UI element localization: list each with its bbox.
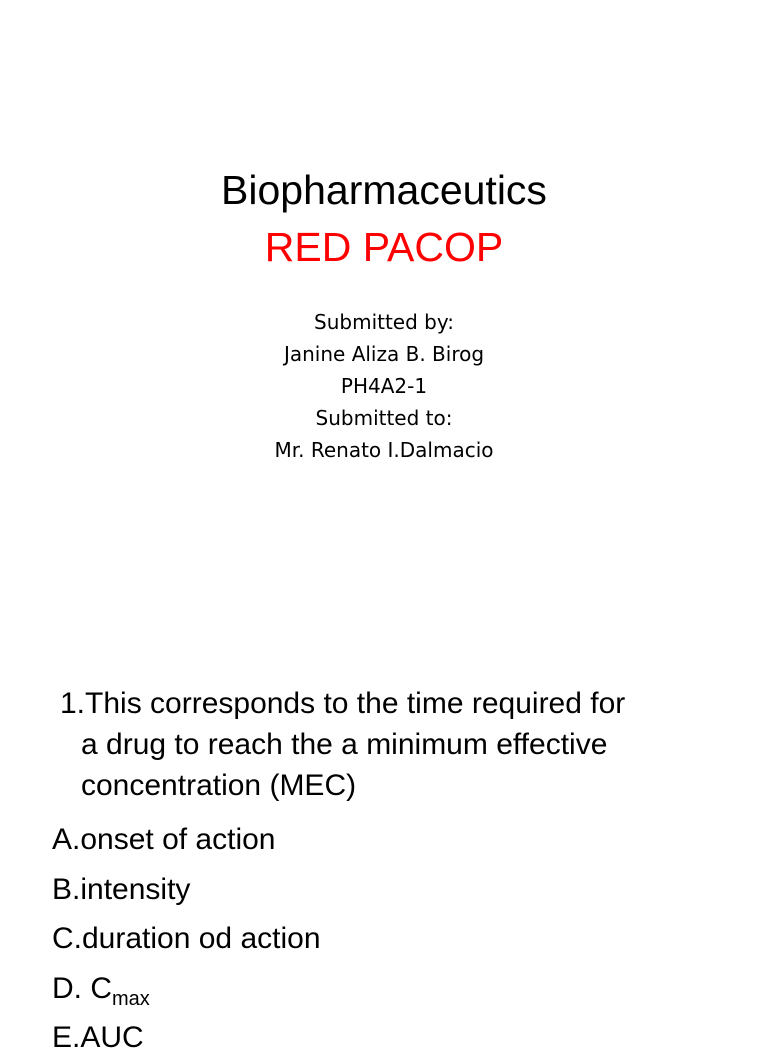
question-text <box>60 683 750 806</box>
section-code: PH4A2-1 <box>340 374 428 398</box>
student-name: Janine Aliza B. Birog <box>283 342 485 366</box>
option-d <box>52 964 752 1014</box>
option-b: B.intensity <box>52 872 191 906</box>
slide-subtitle: RED PACOP <box>264 224 504 270</box>
answer-options <box>52 815 752 1063</box>
question-line: concentration (MEC) <box>81 769 357 802</box>
question-line: 1.This corresponds to the time required for <box>60 687 626 720</box>
option-d-subscript: max <box>112 987 150 1010</box>
question-slide <box>0 576 768 1054</box>
slide-title: Biopharmaceutics <box>221 167 547 213</box>
submission-details <box>0 306 768 466</box>
question-line: a drug to reach the a minimum effective <box>81 728 608 761</box>
submitted-by-label: Submitted by: <box>314 310 454 334</box>
option-d-prefix: D. C <box>52 971 112 1005</box>
option-e: E.AUC <box>52 1021 144 1054</box>
option-c: C.duration od action <box>52 922 321 955</box>
option-a: A.onset of action <box>52 823 276 856</box>
submitted-to-label: Submitted to: <box>315 406 453 430</box>
instructor-name: Mr. Renato I.Dalmacio <box>274 438 494 462</box>
